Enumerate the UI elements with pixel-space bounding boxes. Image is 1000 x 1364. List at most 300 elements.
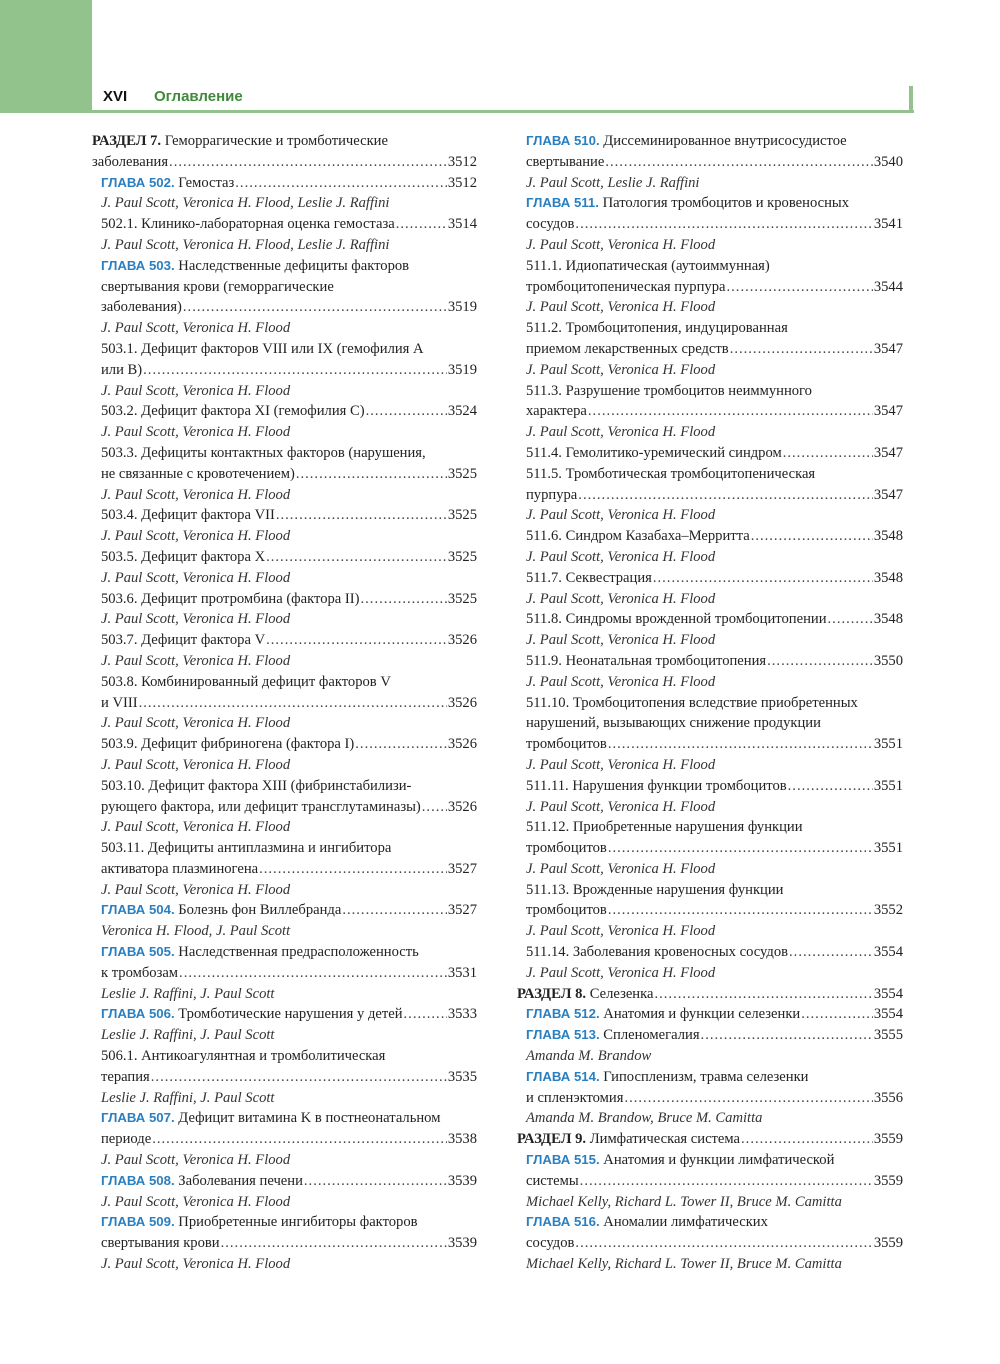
toc-entry-line bbox=[517, 693, 903, 714]
toc-entry-title bbox=[526, 900, 607, 921]
toc-entry-title bbox=[101, 547, 265, 568]
toc-entry-text: 511.6. Синдром Казабаха–Мерритта bbox=[526, 528, 750, 545]
green-corner-tab bbox=[0, 0, 92, 113]
dot-leader bbox=[151, 1067, 447, 1088]
dot-leader bbox=[624, 1088, 872, 1109]
dot-leader bbox=[139, 693, 447, 714]
toc-entry[interactable] bbox=[517, 1025, 903, 1046]
toc-entry-text: нарушений, вызывающих снижение продукции bbox=[526, 715, 821, 732]
toc-entry-title bbox=[101, 963, 178, 984]
toc-entry-text: 503.10. Дефицит фактора XIII (фибринстабилизи- bbox=[101, 777, 412, 794]
toc-entry[interactable] bbox=[92, 630, 477, 651]
page-number-ref: 3552 bbox=[873, 902, 903, 919]
toc-entry-text: 511.4. Гемолитико-уремический синдром bbox=[526, 444, 782, 461]
toc-entry-text: к тромбозам bbox=[101, 964, 179, 981]
toc-entry[interactable] bbox=[517, 1233, 903, 1254]
toc-entry-text: 511.13. Врожденные нарушения функции bbox=[526, 881, 784, 898]
dot-leader bbox=[788, 776, 873, 797]
toc-entry-line bbox=[517, 817, 903, 838]
toc-entry-text: 511.1. Идиопатическая (аутоиммунная) bbox=[526, 257, 770, 274]
toc-entry-title bbox=[101, 1233, 220, 1254]
page-number-ref: 3550 bbox=[873, 652, 903, 669]
page-header bbox=[92, 84, 912, 110]
dot-leader bbox=[276, 505, 447, 526]
toc-author-line: J. Paul Scott, Veronica H. Flood bbox=[101, 881, 291, 898]
chapter-label: ГЛАВА 510. bbox=[526, 133, 600, 148]
toc-entry-text: характера bbox=[526, 403, 587, 420]
toc-entry-title bbox=[101, 734, 354, 755]
toc-entry-title bbox=[101, 401, 365, 422]
page-number-ref: 3531 bbox=[447, 964, 477, 981]
toc-entry[interactable] bbox=[517, 984, 903, 1005]
dot-leader bbox=[422, 797, 447, 818]
toc-entry-text: Наследственные дефициты факторов bbox=[174, 257, 410, 274]
toc-entry-line bbox=[517, 713, 903, 734]
toc-entry[interactable] bbox=[92, 859, 477, 880]
toc-entry-text: тромбоцитопеническая пурпура bbox=[526, 278, 726, 295]
toc-entry[interactable] bbox=[92, 734, 477, 755]
toc-entry-text: приемом лекарственных средств bbox=[526, 340, 729, 357]
page-number-ref: 3548 bbox=[873, 528, 903, 545]
toc-entry-title bbox=[92, 152, 168, 173]
dot-leader bbox=[701, 1025, 873, 1046]
chapter-label: ГЛАВА 513. bbox=[526, 1027, 600, 1043]
chapter-label: ГЛАВА 505. bbox=[101, 944, 175, 960]
page-number-ref: 3539 bbox=[447, 1235, 477, 1252]
toc-author-line: Michael Kelly, Richard L. Tower II, Bruce M. Camitta bbox=[526, 1193, 842, 1210]
toc-entry-text: 503.3. Дефициты контактных факторов (нарушения, bbox=[101, 444, 426, 461]
toc-entry[interactable] bbox=[517, 443, 903, 464]
header-rule bbox=[92, 110, 914, 113]
page-number-ref: 3525 bbox=[447, 507, 477, 524]
toc-entry-title bbox=[101, 464, 295, 485]
toc-entry[interactable] bbox=[92, 693, 477, 714]
dot-leader bbox=[304, 1171, 447, 1192]
toc-author-line: J. Paul Scott, Veronica H. Flood bbox=[101, 528, 291, 545]
chapter-label: ГЛАВА 502. bbox=[101, 174, 175, 190]
page-number-ref: 3526 bbox=[447, 632, 477, 649]
toc-entry-title bbox=[517, 1129, 740, 1150]
toc-entry[interactable] bbox=[92, 297, 477, 318]
toc-entry-text: 511.3. Разрушение тромбоцитов неиммунного bbox=[526, 382, 812, 399]
dot-leader bbox=[789, 942, 873, 963]
chapter-label: ГЛАВА 508. bbox=[101, 1172, 175, 1188]
dot-leader bbox=[605, 152, 872, 173]
toc-author-line: Michael Kelly, Richard L. Tower II, Bruce M. Camitta bbox=[526, 1256, 842, 1273]
toc-author-line: J. Paul Scott, Veronica H. Flood bbox=[526, 798, 716, 815]
toc-author-line: Veronica H. Flood, J. Paul Scott bbox=[101, 923, 291, 940]
toc-entry[interactable] bbox=[517, 568, 903, 589]
toc-entry-text: заболевания) bbox=[101, 299, 182, 316]
toc-entry-title bbox=[526, 1088, 623, 1109]
toc-entry-text: или B) bbox=[101, 361, 143, 378]
toc-author-line: J. Paul Scott, Veronica H. Flood bbox=[101, 611, 291, 628]
toc-entry-title bbox=[101, 589, 360, 610]
toc-entry[interactable] bbox=[517, 1004, 903, 1025]
toc-entry[interactable] bbox=[92, 1233, 477, 1254]
toc-entry-text: Аномалии лимфатических bbox=[599, 1214, 768, 1231]
page-number-ref: 3559 bbox=[873, 1131, 903, 1148]
page-number-ref: 3554 bbox=[873, 1006, 903, 1023]
section-label: РАЗДЕЛ 9. bbox=[517, 1131, 587, 1148]
toc-entry-line bbox=[517, 464, 903, 485]
dot-leader bbox=[169, 152, 447, 173]
page-number-ref: 3547 bbox=[873, 340, 903, 357]
page-number-ref: 3526 bbox=[447, 798, 477, 815]
dot-leader bbox=[235, 173, 447, 194]
toc-author-line: J. Paul Scott, Veronica H. Flood bbox=[526, 673, 716, 690]
toc-entry[interactable] bbox=[92, 1004, 477, 1025]
dot-leader bbox=[653, 568, 873, 589]
toc-entry[interactable] bbox=[92, 1171, 477, 1192]
header-title: Оглавление bbox=[154, 88, 243, 105]
toc-entry-title bbox=[526, 214, 574, 235]
toc-entry-text: Лимфатическая система bbox=[586, 1131, 741, 1148]
toc-entry-text: 503.9. Дефицит фибриногена (фактора I) bbox=[101, 736, 355, 753]
toc-author-line: J. Paul Scott, Veronica H. Flood bbox=[101, 424, 291, 441]
page-number-ref: 3551 bbox=[873, 840, 903, 857]
page-number-ref: 3526 bbox=[447, 694, 477, 711]
toc-entry[interactable] bbox=[517, 152, 903, 173]
toc-entry-text: Приобретенные ингибиторы факторов bbox=[174, 1214, 418, 1231]
dot-leader bbox=[608, 900, 873, 921]
toc-entry[interactable] bbox=[517, 214, 903, 235]
toc-left-column bbox=[92, 131, 477, 1275]
toc-entry[interactable] bbox=[517, 277, 903, 298]
toc-entry-text: Наследственная предрасположенность bbox=[174, 944, 419, 961]
toc-entry-title bbox=[526, 568, 652, 589]
page-number-ref: 3519 bbox=[447, 299, 477, 316]
toc-entry[interactable] bbox=[92, 360, 477, 381]
dot-leader bbox=[730, 339, 873, 360]
page-number-ref: 3525 bbox=[447, 590, 477, 607]
chapter-label: ГЛАВА 509. bbox=[101, 1214, 175, 1230]
toc-entry-line bbox=[517, 880, 903, 901]
toc-entry[interactable] bbox=[92, 1129, 477, 1150]
page-number-ref: 3555 bbox=[873, 1027, 903, 1044]
dot-leader bbox=[266, 630, 447, 651]
toc-entry-line bbox=[517, 1067, 903, 1088]
toc-entry-text: Патология тромбоцитов и кровеносных bbox=[598, 195, 849, 212]
toc-author-line: J. Paul Scott, Veronica H. Flood, Leslie J. Raffini bbox=[101, 236, 390, 253]
toc-entry[interactable] bbox=[92, 214, 477, 235]
dot-leader bbox=[751, 526, 873, 547]
toc-entry-text: 511.9. Неонатальная тромбоцитопения bbox=[526, 652, 767, 669]
toc-author-line: Leslie J. Raffini, J. Paul Scott bbox=[101, 1089, 275, 1106]
toc-entry-text: свертывания крови bbox=[101, 1235, 220, 1252]
toc-entry-title bbox=[526, 526, 750, 547]
toc-entry[interactable] bbox=[517, 776, 903, 797]
toc-entry-text: рующего фактора, или дефицит трансглутаминазы) bbox=[101, 798, 421, 815]
toc-entry-text: Заболевания печени bbox=[174, 1172, 303, 1189]
toc-entry-text: тромбоцитов bbox=[526, 840, 607, 857]
toc-entry-text: Спленомегалия bbox=[599, 1027, 700, 1044]
page-number-ref: 3512 bbox=[447, 174, 477, 191]
toc-author-line: J. Paul Scott, Veronica H. Flood bbox=[101, 1256, 291, 1273]
toc-entry-text: Дефицит витамина K в постнеонатальном bbox=[174, 1110, 441, 1127]
dot-leader bbox=[342, 900, 446, 921]
toc-author-line: Leslie J. Raffini, J. Paul Scott bbox=[101, 985, 275, 1002]
toc-entry-title bbox=[526, 1171, 579, 1192]
dot-leader bbox=[266, 547, 447, 568]
toc-entry-title bbox=[101, 630, 265, 651]
page-number-ref: 3533 bbox=[447, 1006, 477, 1023]
toc-entry[interactable] bbox=[517, 609, 903, 630]
page-number-ref: 3519 bbox=[447, 361, 477, 378]
toc-entry-line bbox=[517, 256, 903, 277]
toc-entry-text: свертывание bbox=[526, 153, 605, 170]
toc-entry-text: Анатомия и функции селезенки bbox=[599, 1006, 801, 1023]
chapter-label: ГЛАВА 516. bbox=[526, 1214, 600, 1230]
page-number-ref: 3538 bbox=[447, 1131, 477, 1148]
toc-entry-text: 511.7. Секвестрация bbox=[526, 569, 652, 586]
dot-leader bbox=[221, 1233, 447, 1254]
page-number-ref: 3525 bbox=[447, 548, 477, 565]
toc-author-line: J. Paul Scott, Veronica H. Flood bbox=[526, 590, 716, 607]
toc-entry-title bbox=[101, 297, 182, 318]
dot-leader bbox=[741, 1129, 873, 1150]
toc-author-line: J. Paul Scott, Veronica H. Flood bbox=[101, 715, 291, 732]
toc-entry[interactable] bbox=[517, 401, 903, 422]
page-number-ref: 3559 bbox=[873, 1172, 903, 1189]
toc-author-line: J. Paul Scott, Veronica H. Flood bbox=[526, 860, 716, 877]
toc-entry[interactable] bbox=[517, 526, 903, 547]
toc-entry[interactable] bbox=[517, 1171, 903, 1192]
page-number-ref: 3547 bbox=[873, 444, 903, 461]
page-number-ref: 3512 bbox=[447, 153, 477, 170]
page-number-ref: 3548 bbox=[873, 611, 903, 628]
toc-entry[interactable] bbox=[92, 1067, 477, 1088]
toc-entry-line bbox=[92, 1108, 477, 1129]
toc-entry-title bbox=[526, 609, 827, 630]
page-number-ref: 3541 bbox=[873, 216, 903, 233]
toc-entry-text: 511.11. Нарушения функции тромбоцитов bbox=[526, 777, 787, 794]
page-number-ref: 3527 bbox=[447, 902, 477, 919]
toc-entry-line bbox=[92, 339, 477, 360]
page-number-ref: 3535 bbox=[447, 1068, 477, 1085]
toc-entry-text: и спленэктомия bbox=[526, 1089, 624, 1106]
chapter-label: ГЛАВА 504. bbox=[101, 902, 175, 918]
toc-entry-text: 503.1. Дефицит факторов VIII или IX (гемофилия A bbox=[101, 340, 424, 357]
toc-entry-text: тромбоцитов bbox=[526, 902, 607, 919]
toc-entry-title bbox=[526, 942, 788, 963]
toc-author-line: J. Paul Scott, Veronica H. Flood bbox=[101, 1152, 291, 1169]
toc-entry-text: Гемостаз bbox=[174, 174, 235, 191]
toc-entry-line bbox=[92, 256, 477, 277]
page-number-ref: 3547 bbox=[873, 403, 903, 420]
toc-entry-line bbox=[92, 942, 477, 963]
toc-entry[interactable] bbox=[517, 838, 903, 859]
toc-entry[interactable] bbox=[92, 797, 477, 818]
toc-entry-title bbox=[101, 214, 395, 235]
toc-entry-title bbox=[101, 1067, 150, 1088]
toc-entry-title bbox=[526, 152, 604, 173]
toc-entry-line bbox=[517, 381, 903, 402]
toc-author-line: Leslie J. Raffini, J. Paul Scott bbox=[101, 1027, 275, 1044]
toc-entry-text: 503.4. Дефицит фактора VII bbox=[101, 507, 275, 524]
dot-leader bbox=[767, 651, 873, 672]
toc-entry-title bbox=[101, 505, 275, 526]
toc-entry-title bbox=[101, 1171, 303, 1192]
toc-entry-text: 503.6. Дефицит протромбина (фактора II) bbox=[101, 590, 360, 607]
toc-entry-text: 511.14. Заболевания кровеносных сосудов bbox=[526, 944, 789, 961]
toc-entry-line bbox=[92, 672, 477, 693]
toc-entry[interactable] bbox=[92, 464, 477, 485]
toc-author-line: J. Paul Scott, Veronica H. Flood bbox=[101, 819, 291, 836]
chapter-label: ГЛАВА 514. bbox=[526, 1068, 600, 1084]
toc-entry-title bbox=[101, 1129, 151, 1150]
toc-entry-text: тромбоцитов bbox=[526, 736, 607, 753]
toc-entry-line bbox=[517, 193, 903, 214]
toc-entry[interactable] bbox=[517, 900, 903, 921]
toc-entry-title bbox=[526, 776, 787, 797]
toc-entry-title bbox=[526, 277, 726, 298]
toc-entry-title bbox=[526, 401, 587, 422]
toc-entry-title bbox=[526, 485, 577, 506]
dot-leader bbox=[608, 734, 873, 755]
toc-entry-text: 503.5. Дефицит фактора X bbox=[101, 548, 266, 565]
toc-entry[interactable] bbox=[92, 401, 477, 422]
dot-leader bbox=[143, 360, 447, 381]
toc-entry-text: свертывания крови (геморрагические bbox=[101, 278, 334, 295]
toc-entry-title bbox=[101, 173, 234, 194]
toc-entry-text: 511.5. Тромботическая тромбоцитопеническая bbox=[526, 465, 816, 482]
toc-author-line: J. Paul Scott, Leslie J. Raffini bbox=[526, 174, 700, 191]
toc-entry-title bbox=[517, 984, 653, 1005]
dot-leader bbox=[152, 1129, 447, 1150]
toc-entry-title bbox=[101, 693, 138, 714]
toc-author-line: J. Paul Scott, Veronica H. Flood bbox=[526, 923, 716, 940]
toc-entry[interactable] bbox=[517, 734, 903, 755]
toc-entry[interactable] bbox=[92, 589, 477, 610]
toc-author-line: Amanda M. Brandow bbox=[526, 1048, 652, 1065]
dot-leader bbox=[183, 297, 447, 318]
toc-entry-line bbox=[517, 1150, 903, 1171]
toc-entry-title bbox=[101, 900, 341, 921]
section-label: РАЗДЕЛ 7. bbox=[92, 133, 162, 149]
toc-entry-text: Тромботические нарушения у детей bbox=[174, 1006, 403, 1023]
chapter-label: ГЛАВА 511. bbox=[526, 195, 599, 211]
toc-author-line: J. Paul Scott, Veronica H. Flood bbox=[101, 1193, 291, 1210]
toc-entry-text: Болезнь фон Виллебранда bbox=[174, 902, 342, 919]
page-number-ref: 3559 bbox=[873, 1235, 903, 1252]
toc-entry-line bbox=[92, 776, 477, 797]
page-number-ref: 3527 bbox=[447, 860, 477, 877]
toc-entry-title bbox=[526, 1004, 800, 1025]
dot-leader bbox=[578, 485, 873, 506]
toc-entry[interactable] bbox=[92, 152, 477, 173]
page-number-ref: 3524 bbox=[447, 403, 477, 420]
dot-leader bbox=[727, 277, 873, 298]
dot-leader bbox=[801, 1004, 873, 1025]
toc-entry[interactable] bbox=[92, 963, 477, 984]
dot-leader bbox=[608, 838, 873, 859]
toc-entry[interactable] bbox=[517, 485, 903, 506]
page-number-ref: 3540 bbox=[873, 153, 903, 170]
dot-leader bbox=[396, 214, 447, 235]
toc-author-line: J. Paul Scott, Veronica H. Flood bbox=[101, 320, 291, 337]
toc-entry[interactable] bbox=[92, 900, 477, 921]
toc-entry-text: Геморрагические и тромботические bbox=[161, 133, 388, 149]
dot-leader bbox=[179, 963, 447, 984]
chapter-label: ГЛАВА 512. bbox=[526, 1006, 600, 1022]
toc-entry[interactable] bbox=[517, 942, 903, 963]
toc-entry-line bbox=[517, 1212, 903, 1233]
toc-author-line: J. Paul Scott, Veronica H. Flood, Leslie J. Raffini bbox=[101, 195, 390, 212]
toc-entry[interactable] bbox=[517, 1129, 903, 1150]
page-number-ref: 3547 bbox=[873, 486, 903, 503]
toc-author-line: J. Paul Scott, Veronica H. Flood bbox=[526, 964, 716, 981]
toc-author-line: J. Paul Scott, Veronica H. Flood bbox=[526, 361, 716, 378]
page-number-ref: 3526 bbox=[447, 736, 477, 753]
toc-author-line: J. Paul Scott, Veronica H. Flood bbox=[526, 299, 716, 316]
toc-entry[interactable] bbox=[92, 173, 477, 194]
toc-entry-line bbox=[92, 131, 477, 152]
toc-entry-title bbox=[101, 797, 421, 818]
toc-entry-text: сосудов bbox=[526, 1235, 575, 1252]
toc-entry-text: 511.8. Синдромы врожденной тромбоцитопении bbox=[526, 611, 827, 628]
page-number-ref: 3551 bbox=[873, 736, 903, 753]
toc-author-line: J. Paul Scott, Veronica H. Flood bbox=[101, 756, 291, 773]
section-label: РАЗДЕЛ 8. bbox=[517, 985, 587, 1002]
dot-leader bbox=[828, 609, 873, 630]
toc-entry[interactable] bbox=[92, 505, 477, 526]
toc-entry[interactable] bbox=[517, 1088, 903, 1109]
header-tick bbox=[909, 86, 913, 112]
toc-entry-title bbox=[526, 734, 607, 755]
toc-author-line: J. Paul Scott, Veronica H. Flood bbox=[526, 424, 716, 441]
toc-entry-text: 506.1. Антикоагулянтная и тромболитическая bbox=[101, 1048, 386, 1065]
dot-leader bbox=[575, 1233, 872, 1254]
dot-leader bbox=[259, 859, 447, 880]
dot-leader bbox=[366, 401, 447, 422]
chapter-label: ГЛАВА 506. bbox=[101, 1006, 175, 1022]
toc-author-line: J. Paul Scott, Veronica H. Flood bbox=[101, 486, 291, 503]
toc-entry-text: Гипоспленизм, травма селезенки bbox=[599, 1068, 809, 1085]
toc-entry-line bbox=[517, 131, 903, 152]
toc-entry-text: периоде bbox=[101, 1131, 152, 1148]
page-number-ref: 3554 bbox=[873, 985, 903, 1002]
toc-author-line: J. Paul Scott, Veronica H. Flood bbox=[101, 382, 291, 399]
toc-entry-title bbox=[101, 360, 142, 381]
toc-entry-line bbox=[92, 277, 477, 298]
page-number-ref: 3551 bbox=[873, 777, 903, 794]
toc-entry-line bbox=[517, 318, 903, 339]
page-number-ref: 3554 bbox=[873, 944, 903, 961]
toc-entry-line bbox=[92, 1046, 477, 1067]
toc-author-line: J. Paul Scott, Veronica H. Flood bbox=[526, 236, 716, 253]
page-number-ref: 3525 bbox=[447, 465, 477, 482]
toc-entry-text: активатора плазминогена bbox=[101, 860, 259, 877]
page-number: XVI bbox=[103, 88, 128, 105]
toc-entry-text: 511.10. Тромбоцитопения вследствие приобретенных bbox=[526, 694, 858, 711]
toc-entry[interactable] bbox=[517, 651, 903, 672]
toc-entry-text: Анатомия и функции лимфатической bbox=[599, 1152, 835, 1169]
toc-entry-text: терапия bbox=[101, 1068, 150, 1085]
toc-entry[interactable] bbox=[517, 339, 903, 360]
toc-entry-text: 511.2. Тромбоцитопения, индуцированная bbox=[526, 320, 788, 337]
toc-entry-text: заболевания bbox=[92, 153, 169, 170]
toc-entry-text: системы bbox=[526, 1172, 579, 1189]
toc-author-line: Amanda M. Brandow, Bruce M. Camitta bbox=[526, 1110, 763, 1127]
toc-entry[interactable] bbox=[92, 547, 477, 568]
toc-entry-title bbox=[101, 859, 258, 880]
dot-leader bbox=[580, 1171, 873, 1192]
toc-entry-text: 502.1. Клинико-лабораторная оценка гемостаза bbox=[101, 216, 395, 233]
toc-author-line: J. Paul Scott, Veronica H. Flood bbox=[526, 632, 716, 649]
chapter-label: ГЛАВА 515. bbox=[526, 1152, 600, 1168]
toc-entry-title bbox=[526, 651, 766, 672]
